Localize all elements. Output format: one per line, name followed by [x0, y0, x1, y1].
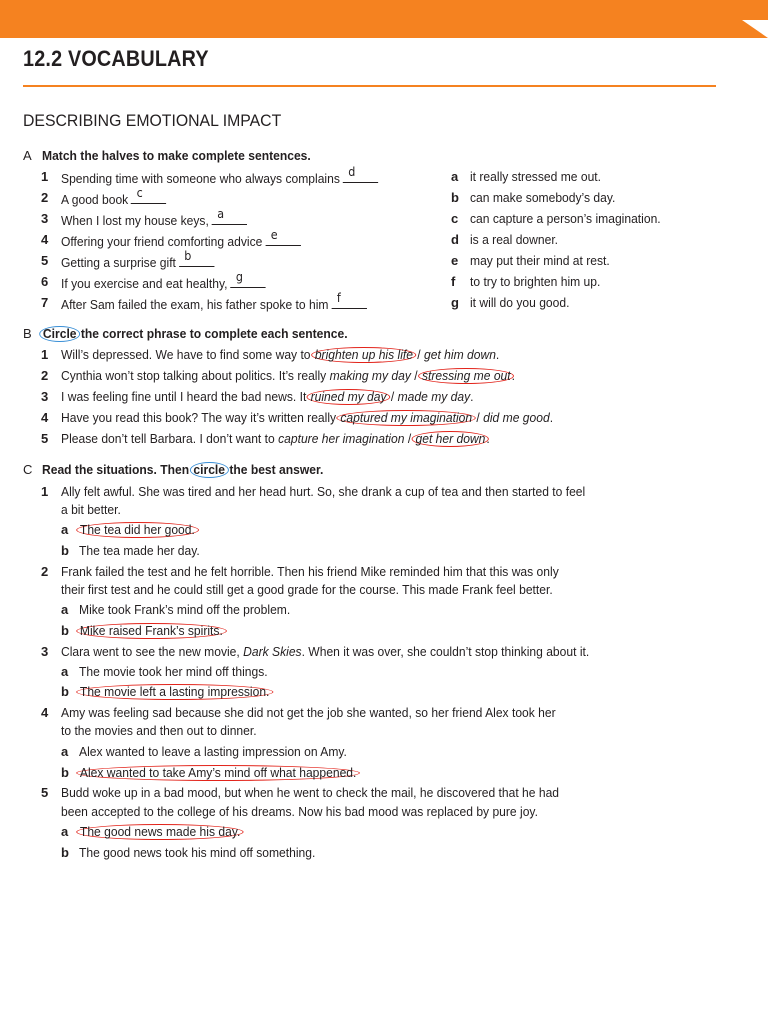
situation-text: . When it was over, she couldn’t stop thinking about it. — [301, 644, 590, 659]
ending-letter: b — [451, 190, 459, 205]
item-text: If you exercise and eat healthy, — [61, 276, 228, 291]
item-text: Getting a surprise gift — [61, 255, 176, 270]
handwritten-answer: g — [235, 270, 243, 284]
ending-letter: g — [451, 295, 459, 310]
option-letter: b — [61, 765, 69, 780]
answer-option[interactable] — [79, 684, 270, 699]
list-item — [61, 410, 553, 425]
circle-keyword: circle — [190, 462, 229, 478]
situation-line: been accepted to the college of his dreams. Now his bad mood was replaced by pure joy. — [61, 804, 538, 819]
option-letter: a — [61, 522, 69, 537]
item-number: 4 — [41, 232, 49, 247]
section-c-instruction — [42, 462, 323, 477]
page-subtitle: DESCRIBING EMOTIONAL IMPACT — [23, 111, 282, 130]
ending-text: it will do you good. — [470, 295, 570, 310]
item-number: 5 — [41, 253, 49, 268]
handwritten-answer: b — [184, 249, 192, 263]
option-letter: a — [61, 744, 69, 759]
option-circled[interactable]: brighten up his life — [311, 347, 417, 363]
answer-blank[interactable] — [265, 228, 300, 246]
option-letter: b — [61, 543, 69, 558]
answer-option[interactable] — [79, 765, 357, 780]
separator: / — [476, 410, 480, 425]
item-number: 2 — [41, 564, 49, 579]
option[interactable]: making my day — [329, 368, 411, 383]
item-number: 4 — [41, 410, 49, 425]
movie-title: Dark Skies — [243, 644, 302, 659]
item-number: 6 — [41, 274, 49, 289]
item-text: When I lost my house keys, — [61, 213, 209, 228]
option-circled[interactable]: The good news made his day. — [76, 824, 244, 840]
situation-line: Ally felt awful. She was tired and her head hurt. So, she drank a cup of tea and then started to feel — [61, 484, 586, 499]
header-notch — [742, 20, 768, 38]
ending-letter: a — [451, 169, 459, 184]
item-number: 2 — [41, 190, 49, 205]
item-number: 2 — [41, 368, 49, 383]
sentence-text: Have you read this book? The way it’s written really — [61, 410, 337, 425]
handwritten-answer: e — [270, 228, 278, 242]
answer-blank[interactable] — [212, 207, 247, 225]
instruction-text: the best answer. — [229, 462, 324, 477]
item-text: Spending time with someone who always complains — [61, 171, 340, 186]
answer-option[interactable]: The good news took his mind off something. — [79, 845, 316, 860]
list-item — [61, 368, 515, 383]
situation-line: Budd woke up in a bad mood, but when he went to check the mail, he discovered that he had — [61, 785, 560, 800]
handwritten-answer: f — [336, 291, 341, 305]
answer-option[interactable] — [79, 522, 196, 537]
answer-blank[interactable] — [331, 291, 366, 309]
header-bar — [0, 0, 768, 38]
option-letter: a — [61, 824, 69, 839]
list-item — [61, 389, 474, 404]
section-b-letter: B — [23, 326, 32, 341]
answer-blank[interactable] — [343, 165, 378, 183]
option-circled[interactable]: Alex wanted to take Amy’s mind off what happened. — [76, 765, 360, 781]
ending-text: it really stressed me out. — [470, 169, 602, 184]
ending-letter: f — [451, 274, 456, 289]
option[interactable]: did me good — [483, 410, 550, 425]
item-text: A good book — [61, 192, 129, 207]
item-number: 3 — [41, 389, 49, 404]
separator: / — [390, 389, 395, 404]
ending-text: to try to brighten him up. — [470, 274, 601, 289]
sentence-text: Will’s depressed. We have to find some way to — [61, 347, 311, 362]
option-letter: a — [61, 602, 69, 617]
handwritten-answer: d — [348, 165, 356, 179]
sentence-text: Please don’t tell Barbara. I don’t want to — [61, 431, 275, 446]
ending-text: may put their mind at rest. — [470, 253, 610, 268]
list-item — [61, 165, 378, 186]
option[interactable]: made my day — [397, 389, 471, 404]
title-divider — [23, 85, 716, 87]
sentence-text: I was feeling fine until I heard the bad news. It — [61, 389, 307, 404]
list-item — [61, 431, 490, 446]
situation-line: a bit better. — [61, 502, 121, 517]
answer-option[interactable]: Alex wanted to leave a lasting impression on Amy. — [79, 744, 347, 759]
ending-text: is a real downer. — [470, 232, 559, 247]
situation-text: Clara went to see the new movie, — [61, 644, 240, 659]
option[interactable]: get him down — [424, 347, 496, 362]
answer-option[interactable]: The movie took her mind off things. — [79, 664, 268, 679]
list-item — [61, 207, 247, 228]
list-item — [61, 347, 499, 362]
separator: / — [407, 431, 412, 446]
option[interactable]: capture her imagination — [278, 431, 405, 446]
handwritten-answer: c — [136, 186, 143, 200]
section-a-letter: A — [23, 148, 32, 163]
separator: / — [414, 368, 418, 383]
answer-blank[interactable] — [230, 270, 265, 288]
punctuation: . — [470, 389, 474, 404]
situation-line: Amy was feeling sad because she did not get the job she wanted, so her friend Alex took her — [61, 705, 556, 720]
sentence-text: Cynthia won’t stop talking about politics. It’s really — [61, 368, 327, 383]
ending-letter: d — [451, 232, 459, 247]
situation-line: their first test and he could still get a good grade for the course. This made Frank feel better. — [61, 582, 553, 597]
answer-option[interactable] — [79, 623, 224, 638]
list-item — [61, 291, 367, 312]
item-number: 1 — [41, 169, 49, 184]
answer-blank[interactable] — [179, 249, 214, 267]
option-circled[interactable]: The tea did her good. — [76, 522, 198, 538]
option-circled[interactable]: stressing me out — [418, 368, 514, 384]
option-circled[interactable]: captured my imagination — [337, 410, 476, 426]
item-text: After Sam failed the exam, his father spoke to him — [61, 297, 329, 312]
ending-text: can capture a person’s imagination. — [470, 211, 661, 226]
situation-line: to the movies and then out to dinner. — [61, 723, 257, 738]
situation-line — [61, 644, 589, 659]
list-item — [61, 249, 214, 270]
instruction-text: Read the situations. Then — [42, 462, 190, 477]
situation-line: Frank failed the test and he felt horrible. Then his friend Mike reminded him that this was only — [61, 564, 559, 579]
option-circled[interactable]: ruined my day — [307, 389, 390, 405]
punctuation: . — [486, 431, 490, 446]
section-c-letter: C — [23, 462, 33, 477]
circle-keyword: Circle — [39, 326, 80, 342]
ending-letter: c — [451, 211, 459, 226]
ending-letter: e — [451, 253, 459, 268]
answer-blank[interactable] — [131, 186, 166, 204]
item-number: 4 — [41, 705, 49, 720]
item-number: 3 — [41, 644, 49, 659]
punctuation: . — [511, 368, 515, 383]
list-item — [61, 186, 166, 207]
answer-option[interactable]: The tea made her day. — [79, 543, 200, 558]
option-circled[interactable]: get her down — [412, 431, 489, 447]
punctuation: . — [549, 410, 554, 425]
separator: / — [417, 347, 421, 362]
item-number: 3 — [41, 211, 49, 226]
option-letter: b — [61, 684, 69, 699]
option-circled[interactable]: Mike raised Frank’s spirits. — [76, 623, 226, 639]
list-item — [61, 270, 266, 291]
item-text: Offering your friend comforting advice — [61, 234, 263, 249]
option-letter: b — [61, 623, 69, 638]
answer-option[interactable]: Mike took Frank’s mind off the problem. — [79, 602, 291, 617]
instruction-text: the correct phrase to complete each sentence. — [80, 326, 348, 341]
option-letter: a — [61, 664, 69, 679]
page-title: 12.2 VOCABULARY — [23, 46, 209, 71]
option-circled[interactable]: The movie left a lasting impression. — [76, 684, 273, 700]
item-number: 5 — [41, 785, 49, 800]
list-item — [61, 228, 301, 249]
answer-option[interactable] — [79, 824, 241, 839]
ending-text: can make somebody’s day. — [470, 190, 616, 205]
section-a-instruction: Match the halves to make complete sentences. — [42, 148, 311, 163]
punctuation: . — [495, 347, 500, 362]
handwritten-answer: a — [217, 207, 225, 221]
item-number: 5 — [41, 431, 49, 446]
item-number: 7 — [41, 295, 49, 310]
section-b-instruction — [42, 326, 348, 341]
item-number: 1 — [41, 347, 49, 362]
item-number: 1 — [41, 484, 49, 499]
option-letter: b — [61, 845, 69, 860]
